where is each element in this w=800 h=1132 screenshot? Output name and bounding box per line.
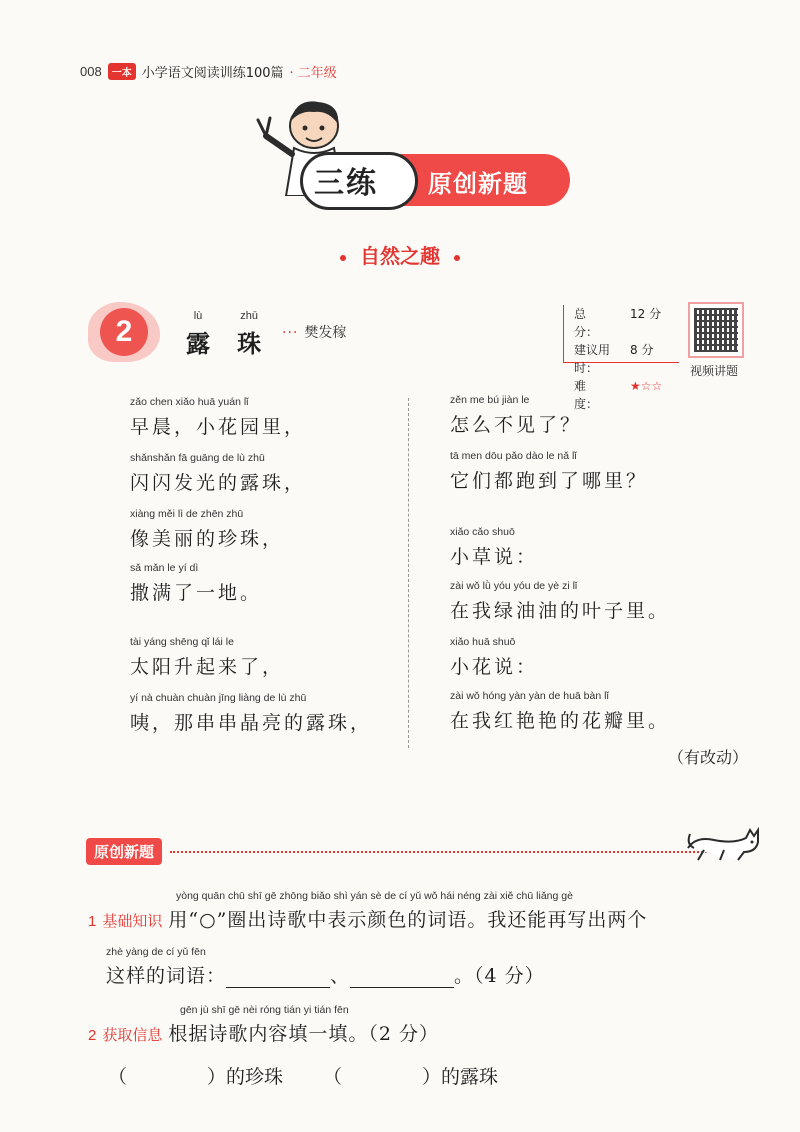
poem-line xyxy=(130,692,372,735)
fill-item-2 xyxy=(323,1062,498,1089)
section-dotted-rule xyxy=(170,851,710,853)
page-number: 008 xyxy=(80,64,102,79)
poem-pinyin: xiǎo cǎo shuō xyxy=(450,526,515,538)
theme-dot-left xyxy=(340,255,346,261)
author-line xyxy=(282,322,346,342)
question-text: 根据诗歌内容填一填。（2 分） xyxy=(168,1023,439,1045)
poem-line xyxy=(450,394,582,437)
question-text-line2 xyxy=(88,961,647,988)
question-text: 、 xyxy=(330,965,351,987)
time-value: 8 分 xyxy=(630,343,654,357)
fill-suffix: ）的珍珠 xyxy=(207,1066,284,1088)
poem-text: 咦，那串串晶亮的露珠， xyxy=(130,712,373,734)
question-1 xyxy=(88,890,647,988)
cat-illustration xyxy=(684,822,764,862)
poem-text: 撒满了一地。 xyxy=(130,582,263,604)
score-info-box xyxy=(563,305,679,411)
author-dots: ··· xyxy=(282,325,299,341)
lesson-title xyxy=(186,304,283,359)
question-tag: 基础知识 xyxy=(102,913,163,930)
banner-badge: 三练 xyxy=(314,166,378,201)
lesson-number-badge xyxy=(88,302,160,362)
poem-line xyxy=(450,580,670,623)
lesson-number: 2 xyxy=(100,308,148,356)
difficulty-stars: ★☆☆ xyxy=(630,379,663,393)
total-score-value: 12 分 xyxy=(630,307,662,321)
qr-code-pattern xyxy=(694,308,738,352)
poem-pinyin: zài wǒ hóng yàn yàn de huā bàn lǐ xyxy=(450,690,609,702)
qr-code-label: 视频讲题 xyxy=(690,364,739,378)
title-pinyin: zhū xyxy=(240,310,258,322)
time-row xyxy=(574,341,679,377)
unit-theme xyxy=(0,240,800,269)
poem-pinyin: sǎ mǎn le yí dì xyxy=(130,562,199,574)
exercise-section-header xyxy=(86,838,710,865)
poem-line xyxy=(130,396,306,439)
fill-paren: （ xyxy=(323,1066,343,1088)
poem-text: 小花说： xyxy=(450,656,539,678)
poem-line xyxy=(450,526,538,569)
theme-text: 自然之趣 xyxy=(360,244,440,268)
fill-paren: （ xyxy=(108,1066,128,1088)
total-score-row xyxy=(574,305,679,341)
poem-text: 小草说： xyxy=(450,546,539,568)
poem-line xyxy=(130,562,262,605)
fill-suffix: ）的露珠 xyxy=(422,1066,499,1088)
question-pinyin: gēn jù shī gē nèi róng tián yi tián fēn xyxy=(180,1004,349,1016)
poem-text: 怎么不见了？ xyxy=(450,414,583,436)
question-tag: 获取信息 xyxy=(102,1027,163,1044)
poem-pinyin: xiàng měi lì de zhēn zhū xyxy=(130,508,244,520)
question-number: 2 xyxy=(88,1027,97,1044)
title-pinyin: lù xyxy=(193,310,203,322)
question-2 xyxy=(88,1004,439,1046)
exercise-section-label: 原创新题 xyxy=(86,838,162,865)
question-text: 用“○”圈出诗歌中表示颜色的词语。我还能再写出两个 xyxy=(168,909,648,931)
poem-text: 在我红艳艳的花瓣里。 xyxy=(450,710,671,732)
poem-pinyin: shǎnshǎn fā guāng de lù zhū xyxy=(130,452,265,464)
title-char xyxy=(237,310,261,359)
answer-blank[interactable] xyxy=(350,969,454,988)
grade-label: · 二年级 xyxy=(289,66,337,81)
poem-text: 像美丽的珍珠， xyxy=(130,528,285,550)
page-header xyxy=(80,62,337,81)
question-text: 这样的词语： xyxy=(106,965,227,987)
banner-title: 原创新题 xyxy=(428,170,528,198)
theme-dot-right xyxy=(454,255,460,261)
question-text: 。（4 分） xyxy=(454,965,545,987)
difficulty-row xyxy=(574,377,679,413)
poem-pinyin: yí nà chuàn chuàn jīng liàng de lù zhū xyxy=(130,692,307,704)
poem-line xyxy=(130,508,284,551)
title-hanzi: 珠 xyxy=(237,329,262,358)
poem-line xyxy=(130,452,306,495)
poem-pinyin: zǎo chen xiǎo huā yuán lǐ xyxy=(130,396,249,408)
poem-pinyin: tài yáng shēng qǐ lái le xyxy=(130,636,234,648)
fill-item-1 xyxy=(108,1062,283,1089)
difficulty-label: 难 度： xyxy=(574,379,611,411)
poem-text: 在我绿油油的叶子里。 xyxy=(450,600,671,622)
answer-blank[interactable] xyxy=(226,969,330,988)
question-pinyin: yòng quān chū shī gē zhōng biǎo shì yán sè de cí yǔ wǒ hái néng zài xiě chū liǎng gè xyxy=(176,890,573,902)
title-char xyxy=(186,310,210,359)
book-title: 小学语文阅读训练100篇 xyxy=(141,66,284,81)
poem-text: 早晨，小花园里， xyxy=(130,416,307,438)
total-score-label: 总 分： xyxy=(574,307,611,339)
poem-pinyin: zài wǒ lǜ yóu yóu de yè zi lǐ xyxy=(450,580,578,592)
poem-line xyxy=(450,636,538,679)
poem-text: 太阳升起来了， xyxy=(130,656,285,678)
poem-line xyxy=(450,690,670,733)
qr-code-icon[interactable] xyxy=(688,302,744,358)
poem-pinyin: zěn me bú jiàn le xyxy=(450,394,530,406)
adaptation-note: （有改动） xyxy=(668,748,749,767)
author-name: 樊发稼 xyxy=(304,325,347,341)
time-label: 建议用时： xyxy=(574,343,611,375)
poem-pinyin: xiǎo huā shuō xyxy=(450,636,516,648)
question-pinyin: zhè yàng de cí yǔ fēn xyxy=(106,946,206,958)
section-banner xyxy=(300,152,570,210)
poem-text: 闪闪发光的露珠， xyxy=(130,472,307,494)
brand-logo: 一本 xyxy=(108,63,136,80)
fill-in-blanks xyxy=(108,1062,498,1089)
poem-pinyin: tā men dōu pǎo dào le nǎ lǐ xyxy=(450,450,577,462)
poem-column-divider xyxy=(408,398,409,748)
poem-text: 它们都跑到了哪里？ xyxy=(450,470,649,492)
poem-line xyxy=(130,636,284,679)
poem-line xyxy=(450,450,648,493)
title-hanzi: 露 xyxy=(186,329,210,358)
question-number: 1 xyxy=(88,913,97,930)
